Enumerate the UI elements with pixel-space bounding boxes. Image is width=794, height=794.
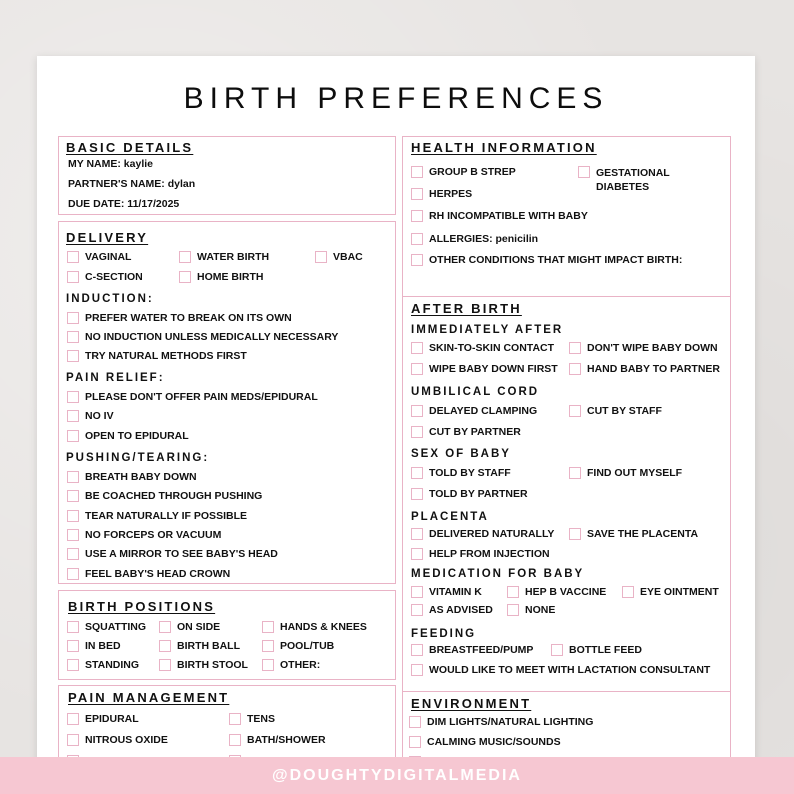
sex-of-baby-title: SEX OF BABY (411, 448, 511, 460)
option-c-section[interactable]: C-SECTION (67, 271, 143, 283)
checkbox[interactable] (569, 363, 581, 375)
checkbox[interactable] (262, 621, 274, 633)
checkbox[interactable] (67, 621, 79, 633)
position-option[interactable]: HANDS & KNEES (262, 621, 367, 633)
basic-details-box (58, 136, 396, 215)
checkbox[interactable] (411, 342, 423, 354)
health-option[interactable]: HERPES (411, 188, 472, 200)
pain-management-title: PAIN MANAGEMENT (68, 690, 230, 705)
after-birth-title: AFTER BIRTH (411, 301, 522, 316)
placenta-option[interactable]: SAVE THE PLACENTA (569, 528, 698, 540)
health-option[interactable]: OTHER CONDITIONS THAT MIGHT IMPACT BIRTH: (411, 254, 682, 266)
checkbox[interactable] (569, 467, 581, 479)
checkbox[interactable] (229, 734, 241, 746)
checkbox[interactable] (67, 510, 79, 522)
pain-relief-option[interactable]: NO IV (67, 410, 114, 422)
delivery-box (58, 221, 396, 584)
induction-option[interactable]: NO INDUCTION UNLESS MEDICALLY NECESSARY (67, 331, 338, 343)
checkbox[interactable] (411, 166, 423, 178)
checkbox[interactable] (411, 644, 423, 656)
pushing-title: PUSHING/TEARING: (66, 452, 210, 464)
checkbox[interactable] (411, 548, 423, 560)
pain-option[interactable]: TENS (229, 713, 275, 725)
checkbox[interactable] (67, 640, 79, 652)
environment-option[interactable]: DIM LIGHTS/NATURAL LIGHTING (409, 716, 593, 728)
cord-option[interactable]: CUT BY PARTNER (411, 426, 521, 438)
checkbox[interactable] (578, 166, 590, 178)
pain-option[interactable]: BATH/SHOWER (229, 734, 326, 746)
checkbox[interactable] (262, 640, 274, 652)
position-option[interactable]: IN BED (67, 640, 121, 652)
checkbox[interactable] (67, 471, 79, 483)
checkbox[interactable] (179, 251, 191, 263)
checkbox[interactable] (411, 188, 423, 200)
checkbox[interactable] (411, 363, 423, 375)
checkbox[interactable] (67, 350, 79, 362)
pain-relief-title: PAIN RELIEF: (66, 372, 165, 384)
position-option[interactable]: OTHER: (262, 659, 320, 671)
option-water-birth[interactable]: WATER BIRTH (179, 251, 269, 263)
checkbox[interactable] (159, 621, 171, 633)
induction-option[interactable]: PREFER WATER TO BREAK ON ITS OWN (67, 312, 292, 324)
checkbox[interactable] (411, 426, 423, 438)
after-option[interactable]: HAND BABY TO PARTNER (569, 363, 720, 375)
checkbox[interactable] (507, 586, 519, 598)
option-home-birth[interactable]: HOME BIRTH (179, 271, 264, 283)
pushing-option[interactable]: USE A MIRROR TO SEE BABY'S HEAD (67, 548, 278, 560)
medication-option[interactable]: VITAMIN K (411, 586, 482, 598)
after-birth-box (402, 296, 731, 738)
checkbox[interactable] (411, 467, 423, 479)
basic-details-title: BASIC DETAILS (66, 140, 194, 155)
checkbox[interactable] (67, 659, 79, 671)
birth-positions-box (58, 590, 396, 680)
health-option[interactable]: RH INCOMPATIBLE WITH BABY (411, 210, 588, 222)
watermark-banner: @DOUGHTYDIGITALMEDIA (0, 757, 794, 794)
my-name-field[interactable]: MY NAME: kaylie (68, 158, 153, 170)
pain-relief-option[interactable]: OPEN TO EPIDURAL (67, 430, 189, 442)
due-date-field[interactable]: DUE DATE: 11/17/2025 (68, 198, 180, 210)
checkbox[interactable] (569, 528, 581, 540)
checkbox[interactable] (551, 644, 563, 656)
after-option[interactable]: SKIN-TO-SKIN CONTACT (411, 342, 554, 354)
checkbox[interactable] (159, 640, 171, 652)
delivery-title: DELIVERY (66, 230, 149, 245)
checkbox[interactable] (409, 716, 421, 728)
medication-option[interactable]: NONE (507, 604, 555, 616)
medication-option[interactable]: HEP B VACCINE (507, 586, 606, 598)
medication-option[interactable]: EYE OINTMENT (622, 586, 719, 598)
immediately-after-title: IMMEDIATELY AFTER (411, 324, 564, 336)
position-option[interactable]: BIRTH STOOL (159, 659, 248, 671)
checkbox[interactable] (179, 271, 191, 283)
feeding-title: FEEDING (411, 628, 477, 640)
checkbox[interactable] (67, 734, 79, 746)
option-vbac[interactable]: VBAC (315, 251, 363, 263)
option-vaginal[interactable]: VAGINAL (67, 251, 131, 263)
induction-option[interactable]: TRY NATURAL METHODS FIRST (67, 350, 247, 362)
checkbox[interactable] (229, 713, 241, 725)
checkbox[interactable] (411, 254, 423, 266)
after-option[interactable]: DON'T WIPE BABY DOWN (569, 342, 718, 354)
health-option[interactable]: ALLERGIES: penicilin (411, 233, 538, 245)
health-option[interactable]: GESTATIONAL DIABETES (578, 166, 688, 194)
checkbox[interactable] (67, 271, 79, 283)
page-title: BIRTH PREFERENCES (183, 82, 609, 115)
checkbox[interactable] (315, 251, 327, 263)
feeding-option[interactable]: WOULD LIKE TO MEET WITH LACTATION CONSULTANT (411, 664, 710, 676)
placenta-title: PLACENTA (411, 511, 489, 523)
checkbox[interactable] (262, 659, 274, 671)
checkbox[interactable] (67, 529, 79, 541)
health-information-title: HEALTH INFORMATION (411, 140, 597, 155)
checkbox[interactable] (569, 405, 581, 417)
pain-option[interactable]: NITROUS OXIDE (67, 734, 168, 746)
checkbox[interactable] (67, 251, 79, 263)
pain-option[interactable]: EPIDURAL (67, 713, 139, 725)
position-option[interactable]: STANDING (67, 659, 139, 671)
pushing-option[interactable]: BE COACHED THROUGH PUSHING (67, 490, 262, 502)
environment-title: ENVIRONMENT (411, 696, 532, 711)
position-option[interactable]: BIRTH BALL (159, 640, 240, 652)
partner-name-field[interactable]: PARTNER'S NAME: dylan (68, 178, 196, 190)
pushing-option[interactable]: NO FORCEPS OR VACUUM (67, 529, 221, 541)
checkbox[interactable] (67, 713, 79, 725)
checkbox[interactable] (67, 410, 79, 422)
checkbox[interactable] (67, 312, 79, 324)
placenta-option[interactable]: HELP FROM INJECTION (411, 548, 550, 560)
checkbox[interactable] (67, 568, 79, 580)
checkbox[interactable] (411, 488, 423, 500)
checkbox[interactable] (569, 342, 581, 354)
feeding-option[interactable]: BREASTFEED/PUMP (411, 644, 533, 656)
checkbox[interactable] (67, 430, 79, 442)
checkbox[interactable] (67, 391, 79, 403)
induction-title: INDUCTION: (66, 293, 154, 305)
medication-option[interactable]: AS ADVISED (411, 604, 493, 616)
checkbox[interactable] (411, 210, 423, 222)
pushing-option[interactable]: FEEL BABY'S HEAD CROWN (67, 568, 230, 580)
pushing-option[interactable]: TEAR NATURALLY IF POSSIBLE (67, 510, 247, 522)
sex-option[interactable]: TOLD BY STAFF (411, 467, 511, 479)
checkbox[interactable] (409, 736, 421, 748)
checkbox[interactable] (67, 331, 79, 343)
position-option[interactable]: SQUATTING (67, 621, 146, 633)
checkbox[interactable] (411, 528, 423, 540)
checkbox[interactable] (159, 659, 171, 671)
birth-preferences-sheet (37, 56, 755, 794)
medication-title: MEDICATION FOR BABY (411, 568, 585, 580)
cord-option[interactable]: DELAYED CLAMPING (411, 405, 537, 417)
checkbox[interactable] (67, 490, 79, 502)
sex-option[interactable]: FIND OUT MYSELF (569, 467, 682, 479)
environment-option[interactable]: CALMING MUSIC/SOUNDS (409, 736, 561, 748)
checkbox[interactable] (411, 405, 423, 417)
checkbox[interactable] (507, 604, 519, 616)
placenta-option[interactable]: DELIVERED NATURALLY (411, 528, 554, 540)
feeding-option[interactable]: BOTTLE FEED (551, 644, 642, 656)
position-option[interactable]: POOL/TUB (262, 640, 334, 652)
birth-positions-title: BIRTH POSITIONS (68, 599, 216, 614)
checkbox[interactable] (411, 586, 423, 598)
pushing-option[interactable]: BREATH BABY DOWN (67, 471, 197, 483)
sex-option[interactable]: TOLD BY PARTNER (411, 488, 528, 500)
checkbox[interactable] (411, 664, 423, 676)
umbilical-cord-title: UMBILICAL CORD (411, 386, 540, 398)
health-option[interactable]: GROUP B STREP (411, 166, 516, 178)
cord-option[interactable]: CUT BY STAFF (569, 405, 662, 417)
checkbox[interactable] (67, 548, 79, 560)
pain-relief-option[interactable]: PLEASE DON'T OFFER PAIN MEDS/EPIDURAL (67, 391, 318, 403)
checkbox[interactable] (411, 233, 423, 245)
after-option[interactable]: WIPE BABY DOWN FIRST (411, 363, 558, 375)
position-option[interactable]: ON SIDE (159, 621, 220, 633)
checkbox[interactable] (622, 586, 634, 598)
checkbox[interactable] (411, 604, 423, 616)
